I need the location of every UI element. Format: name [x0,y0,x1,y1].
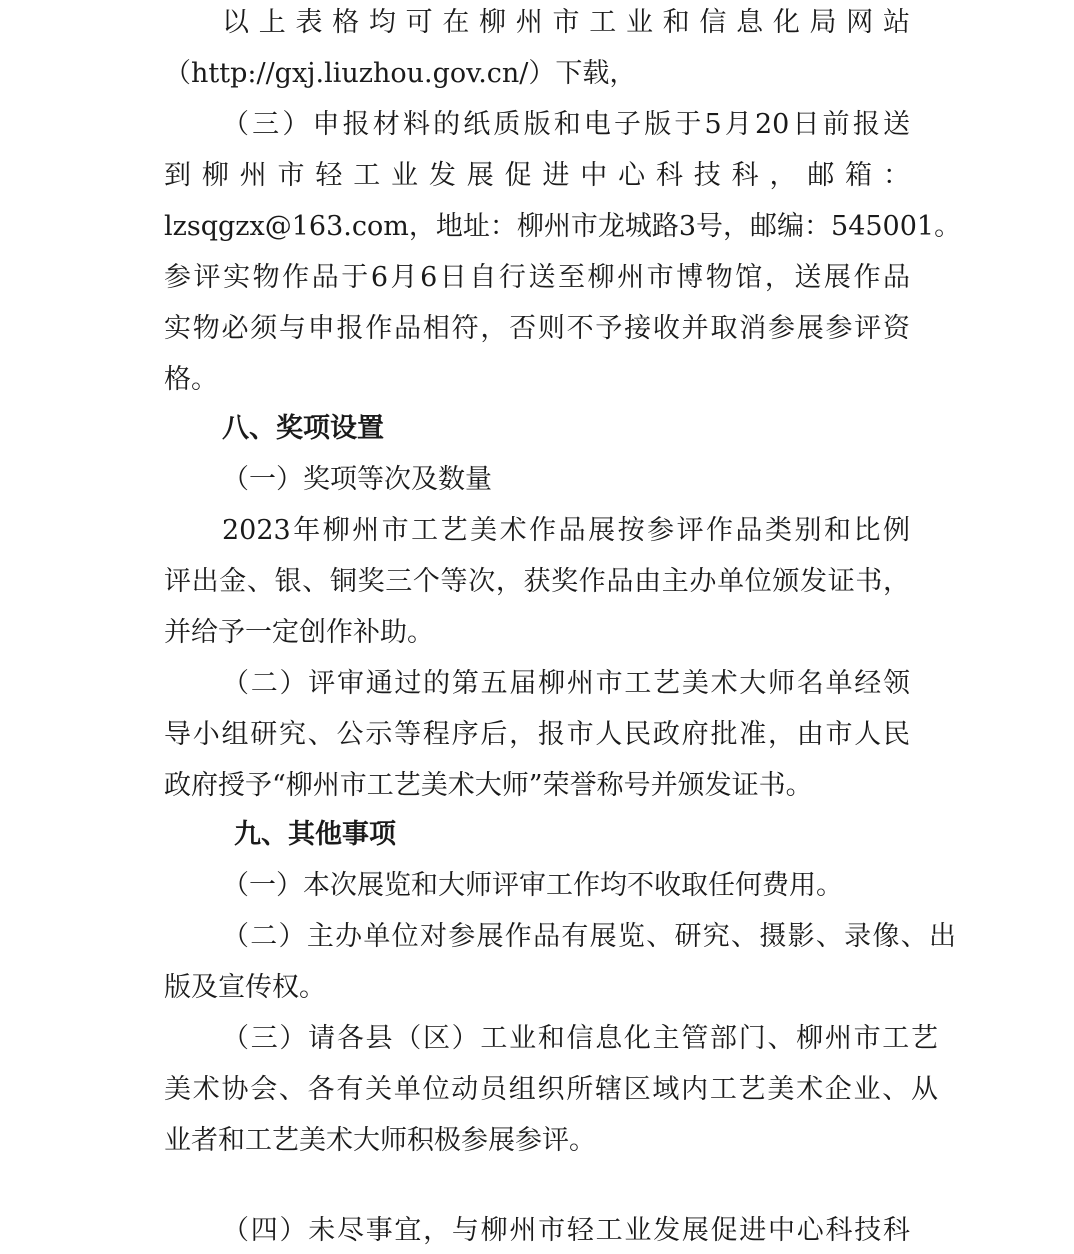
paragraph-line: lzsqgzx@163.com，地址：柳州市龙城路3号，邮编：545001。 [164,211,962,242]
paragraph-line: 以上表格均可在柳州市工业和信息化局网站 [222,7,910,38]
paragraph-line: 参评实物作品于6月6日自行送至柳州市博物馆，送展作品 [164,262,910,293]
paragraph-line: 评出金、银、铜奖三个等次，获奖作品由主办单位颁发证书， [164,566,910,597]
paragraph-line: 2023年柳州市工艺美术作品展按参评作品类别和比例 [222,515,910,546]
paragraph-line: （http://gxj.liuzhou.gov.cn/）下载， [164,58,637,89]
paragraph-line: 导小组研究、公示等程序后，报市人民政府批准，由市人民 [164,719,910,750]
paragraph-line: 美术协会、各有关单位动员组织所辖区域内工艺美术企业、从 [164,1074,938,1105]
paragraph-line: （一）本次展览和大师评审工作均不收取任何费用。 [222,870,843,901]
paragraph-line: （三）申报材料的纸质版和电子版于5月20日前报送 [222,109,910,140]
paragraph-line: （二）评审通过的第五届柳州市工艺美术大师名单经领 [222,668,910,699]
paragraph-line: 政府授予“柳州市工艺美术大师”荣誉称号并颁发证书。 [164,770,813,801]
paragraph-line: 业者和工艺美术大师积极参展参评。 [164,1125,596,1156]
section-heading: 八、奖项设置 [222,413,384,444]
paragraph-line: 版及宣传权。 [164,972,326,1003]
subsection-heading: （一）奖项等次及数量 [222,464,492,495]
paragraph-line: （三）请各县（区）工业和信息化主管部门、柳州市工艺 [222,1023,938,1054]
paragraph-line: （二）主办单位对参展作品有展览、研究、摄影、录像、出 [222,921,956,952]
paragraph-line: （四）未尽事宜，与柳州市轻工业发展促进中心科技科 [222,1215,910,1246]
paragraph-line: 实物必须与申报作品相符，否则不予接收并取消参展参评资 [164,313,910,344]
paragraph-line: 到柳州市轻工业发展促进中心科技科，邮箱： [164,160,910,191]
section-heading: 九、其他事项 [234,819,396,850]
paragraph-line: 格。 [164,364,218,395]
paragraph-line: 并给予一定创作补助。 [164,617,434,648]
